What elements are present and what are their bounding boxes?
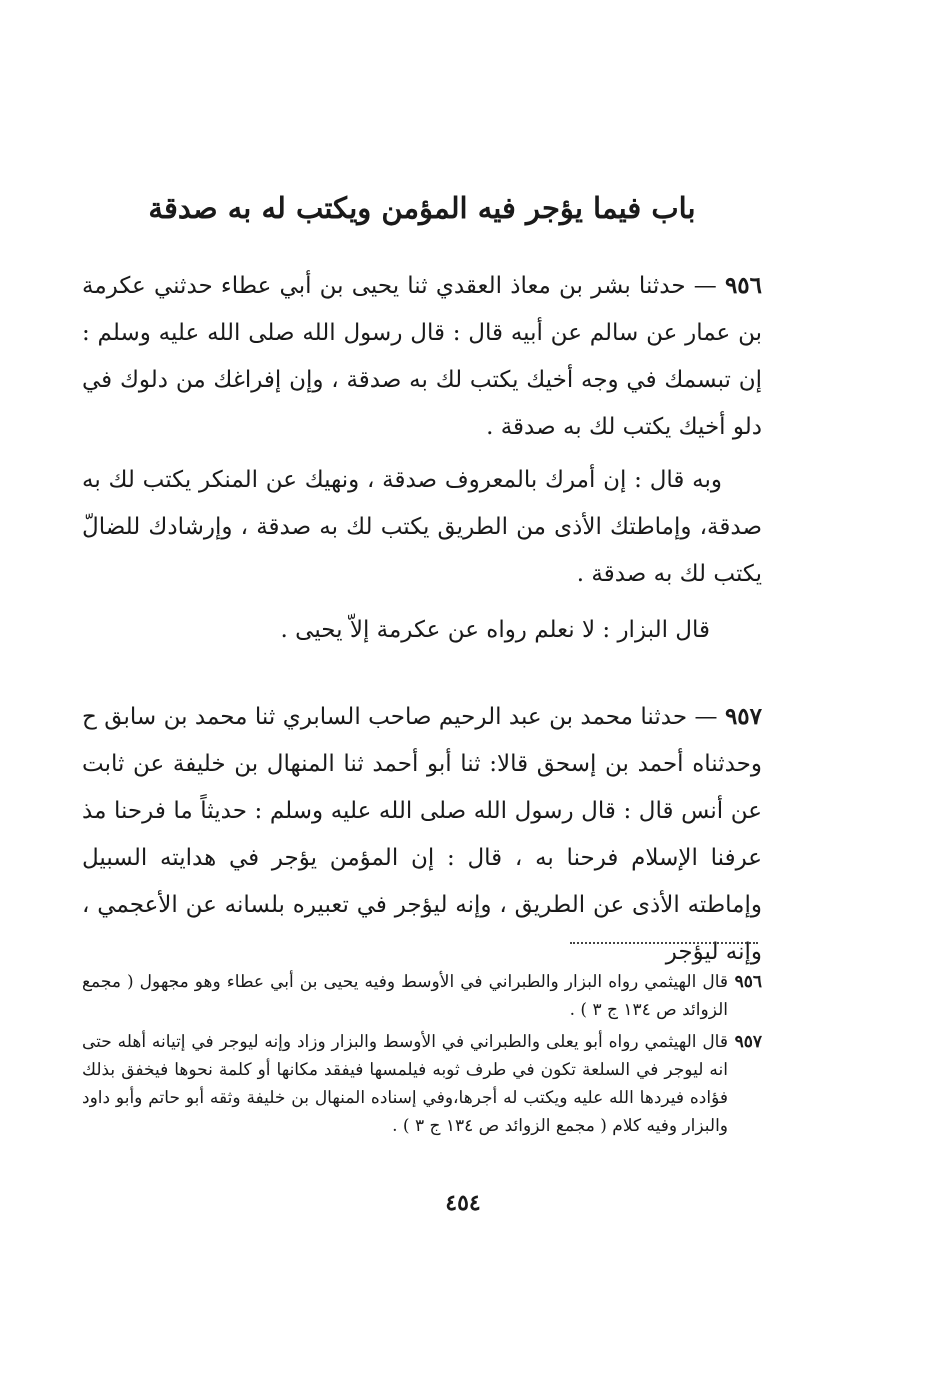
page-number: ٤٥٤	[445, 1190, 481, 1216]
hadith-number: ٩٥٦	[724, 272, 763, 299]
hadith-957	[82, 693, 762, 976]
footnote-number: ٩٥٦	[734, 972, 762, 992]
bazzar-note-text: قال البزار : لا نعلم رواه عن عكرمة إلاّ يحيى .	[280, 617, 710, 643]
hadith-956-continuation	[82, 457, 762, 598]
footnote	[82, 1028, 762, 1140]
continuation-text: وبه قال : إن أمرك بالمعروف صدقة ، ونهيك عن المنكر يكتب لك به صدقة، وإماطتك الأذى من الطريق يكتب لك به صدقة ، وإرشادك للضالّ يكتب لك به صدقة .	[82, 467, 762, 587]
footnote-number: ٩٥٧	[734, 1032, 762, 1052]
footnote-text: قال الهيثمي رواه أبو يعلى والطبراني في الأوسط والبزار وزاد وإنه ليوجر في إتيانه أهله حتى انه ليوجر في السلعة تكون في طرف ثوبه فيلمسها فيفقد مكانها أو كلمة نحوها فيخفق بذلك فؤاده فيردها الله عليه ويكتب له أجرها،وفي إسناده المنهال بن خليفة وثقه أبو حاتم وأبو داود والبزار وفيه كلام ( مجمع الزوائد ص ١٣٤ ج ٣ ) .	[82, 1032, 728, 1136]
hadith-text: — حدثنا بشر بن معاذ العقدي ثنا يحيى بن أبي عطاء حدثني عكرمة بن عمار عن سالم عن أبيه قال : قال رسول الله صلى الله عليه وسلم : إن تبسمك في وجه أخيك يكتب لك به صدقة ، وإن إفراغك من دلوك في دلو أخيك يكتب لك به صدقة .	[82, 273, 762, 440]
hadith-text: — حدثنا محمد بن عبد الرحيم صاحب السابري ثنا محمد بن سابق ح وحدثناه أحمد بن إسحق قالا: ثنا أبو أحمد ثنا المنهال بن خليفة عن ثابت عن أنس قال : قال رسول الله صلى الله عليه وسلم : حديثاً ما فرحنا مذ عرفنا الإسلام فرحنا به ، قال : إن المؤمن يؤجر في هدايته السبيل وإماطته الأذى عن الطريق ، وإنه ليؤجر في تعبيره بلسانه عن الأعجمي ، وإنه ليؤجر	[82, 704, 762, 965]
hadith-956	[82, 262, 762, 451]
hadith-number: ٩٥٧	[724, 703, 762, 730]
footnote-separator	[570, 942, 758, 944]
chapter-title: باب فيما يؤجر فيه المؤمن ويكتب له به صدقة	[148, 191, 696, 225]
footnote	[82, 968, 762, 1024]
footnote-text: قال الهيثمي رواه البزار والطبراني في الأوسط وفيه يحيى بن أبي عطاء وهو مجهول ( مجمع الزوائد ص ١٣٤ ج ٣ ) .	[82, 972, 728, 1020]
bazzar-note	[82, 607, 762, 654]
footnotes	[82, 968, 762, 1144]
